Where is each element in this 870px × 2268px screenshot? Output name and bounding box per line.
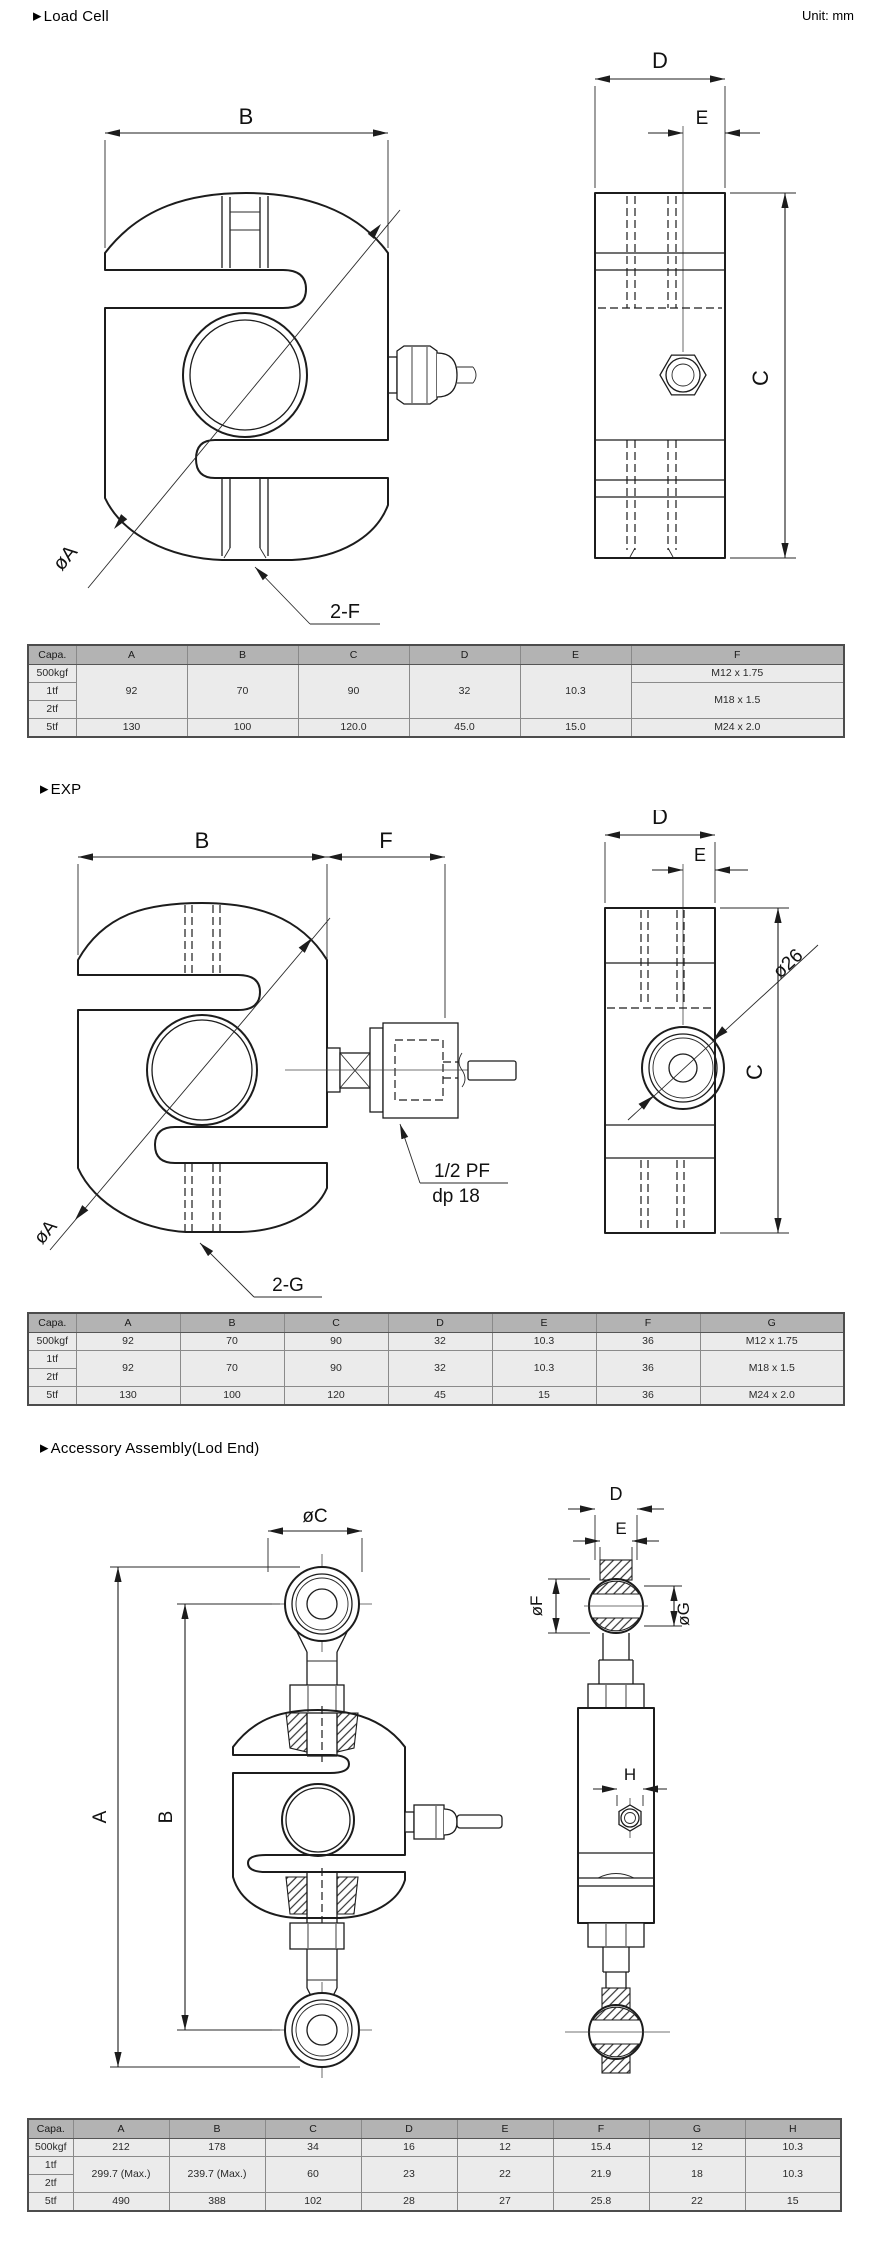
dim-label-d: D bbox=[652, 48, 668, 73]
table-cell: M24 x 2.0 bbox=[700, 1387, 844, 1406]
section-title-text: EXP bbox=[50, 781, 82, 798]
dia-label-a: øA bbox=[48, 541, 83, 576]
table-cell: 102 bbox=[265, 2193, 361, 2212]
exp-drawing bbox=[0, 810, 870, 1308]
table-row bbox=[28, 665, 844, 683]
table-cell: 70 bbox=[180, 1351, 284, 1387]
table-header: C bbox=[298, 645, 409, 665]
dim-label-e: E bbox=[693, 845, 707, 865]
table-header: Capa. bbox=[28, 645, 76, 665]
table-header: F bbox=[631, 645, 844, 665]
table-cell: M24 x 2.0 bbox=[631, 719, 844, 738]
table-cell: 36 bbox=[596, 1351, 700, 1387]
table-header: F bbox=[553, 2119, 649, 2139]
table-header: F bbox=[596, 1313, 700, 1333]
table-header: C bbox=[284, 1313, 388, 1333]
table-cell: 32 bbox=[409, 665, 520, 719]
row-label: 2tf bbox=[28, 1369, 76, 1387]
table-cell: 27 bbox=[457, 2193, 553, 2212]
table-row bbox=[28, 2193, 841, 2212]
table-cell: 10.3 bbox=[745, 2157, 841, 2193]
table-header: A bbox=[73, 2119, 169, 2139]
table-cell: M18 x 1.5 bbox=[700, 1351, 844, 1387]
table-header: C bbox=[265, 2119, 361, 2139]
load-cell-front-view bbox=[49, 104, 476, 624]
table-header: E bbox=[520, 645, 631, 665]
table-row bbox=[28, 1333, 844, 1351]
table-cell: 92 bbox=[76, 1351, 180, 1387]
table-header: Capa. bbox=[28, 1313, 76, 1333]
table-cell: 10.3 bbox=[745, 2139, 841, 2157]
table-cell: M18 x 1.5 bbox=[631, 683, 844, 719]
dim-label-b: B bbox=[156, 1810, 177, 1824]
row-label: 5tf bbox=[28, 2193, 73, 2212]
row-label: 500kgf bbox=[28, 2139, 73, 2157]
leader-label-pf: 1/2 PF bbox=[434, 1161, 490, 1182]
assembly-front-view bbox=[90, 1506, 502, 2078]
dia-label-26: ø26 bbox=[769, 945, 808, 983]
table-cell: 90 bbox=[298, 665, 409, 719]
table-cell: M12 x 1.75 bbox=[700, 1333, 844, 1351]
table-header: B bbox=[169, 2119, 265, 2139]
table-cell: 21.9 bbox=[553, 2157, 649, 2193]
row-label: 5tf bbox=[28, 1387, 76, 1406]
table-cell: 92 bbox=[76, 1333, 180, 1351]
table-header: H bbox=[745, 2119, 841, 2139]
table-cell: 239.7 (Max.) bbox=[169, 2157, 265, 2193]
exp-side-view bbox=[605, 810, 818, 1233]
table-cell: 12 bbox=[457, 2139, 553, 2157]
leader-label-2g: 2-G bbox=[272, 1275, 304, 1296]
table-cell: 25.8 bbox=[553, 2193, 649, 2212]
row-label: 2tf bbox=[28, 701, 76, 719]
accessory-assembly-drawing bbox=[0, 1475, 870, 2115]
table-cell: 130 bbox=[76, 1387, 180, 1406]
table-cell: 212 bbox=[73, 2139, 169, 2157]
table-cell: 10.3 bbox=[492, 1351, 596, 1387]
dia-label-a: øA bbox=[29, 1216, 62, 1249]
section-title-accessory bbox=[40, 1440, 260, 1457]
dim-label-f: F bbox=[379, 828, 393, 853]
load-cell-spec-table bbox=[27, 644, 845, 738]
dim-label-a: A bbox=[90, 1810, 111, 1824]
table-header: B bbox=[180, 1313, 284, 1333]
table-row bbox=[28, 1387, 844, 1406]
table-cell: M12 x 1.75 bbox=[631, 665, 844, 683]
table-cell: 22 bbox=[457, 2157, 553, 2193]
section-bullet-icon: ▶ bbox=[40, 783, 49, 796]
table-header: D bbox=[361, 2119, 457, 2139]
exp-spec-table bbox=[27, 1312, 845, 1406]
table-cell: 15.4 bbox=[553, 2139, 649, 2157]
table-cell: 15 bbox=[745, 2193, 841, 2212]
table-cell: 100 bbox=[187, 719, 298, 738]
table-cell: 36 bbox=[596, 1333, 700, 1351]
table-header: A bbox=[76, 645, 187, 665]
dim-label-e: E bbox=[695, 108, 709, 129]
table-cell: 299.7 (Max.) bbox=[73, 2157, 169, 2193]
row-label: 500kgf bbox=[28, 665, 76, 683]
table-cell: 36 bbox=[596, 1387, 700, 1406]
table-header: D bbox=[388, 1313, 492, 1333]
section-bullet-icon: ▶ bbox=[33, 10, 42, 23]
table-cell: 490 bbox=[73, 2193, 169, 2212]
section-title-load-cell bbox=[33, 8, 109, 25]
table-cell: 388 bbox=[169, 2193, 265, 2212]
dim-label-e: E bbox=[615, 1519, 627, 1538]
table-row bbox=[28, 2157, 841, 2175]
table-header: G bbox=[649, 2119, 745, 2139]
assembly-side-view bbox=[527, 1484, 693, 2073]
table-header-row bbox=[28, 1313, 844, 1333]
table-cell: 15 bbox=[492, 1387, 596, 1406]
table-cell: 10.3 bbox=[492, 1333, 596, 1351]
table-cell: 178 bbox=[169, 2139, 265, 2157]
dia-label-c: øC bbox=[302, 1506, 328, 1527]
table-cell: 16 bbox=[361, 2139, 457, 2157]
table-cell: 45 bbox=[388, 1387, 492, 1406]
table-header-row bbox=[28, 645, 844, 665]
dim-label-b: B bbox=[194, 828, 210, 853]
table-cell: 120.0 bbox=[298, 719, 409, 738]
accessory-spec-table bbox=[27, 2118, 842, 2212]
table-header: Capa. bbox=[28, 2119, 73, 2139]
table-cell: 28 bbox=[361, 2193, 457, 2212]
dim-label-c: C bbox=[742, 1064, 767, 1080]
row-label: 2tf bbox=[28, 2175, 73, 2193]
section-title-text: Accessory Assembly(Lod End) bbox=[50, 1440, 260, 1457]
table-cell: 15.0 bbox=[520, 719, 631, 738]
table-cell: 120 bbox=[284, 1387, 388, 1406]
load-cell-side-view bbox=[595, 48, 796, 558]
table-header: E bbox=[457, 2119, 553, 2139]
table-cell: 10.3 bbox=[520, 665, 631, 719]
table-header: D bbox=[409, 645, 520, 665]
dim-label-h: H bbox=[623, 1765, 637, 1784]
table-cell: 60 bbox=[265, 2157, 361, 2193]
table-cell: 22 bbox=[649, 2193, 745, 2212]
load-cell-drawing bbox=[0, 40, 870, 644]
table-cell: 70 bbox=[180, 1333, 284, 1351]
row-label: 1tf bbox=[28, 2157, 73, 2175]
table-header: B bbox=[187, 645, 298, 665]
row-label: 1tf bbox=[28, 1351, 76, 1369]
exp-front-view bbox=[30, 828, 516, 1297]
table-cell: 100 bbox=[180, 1387, 284, 1406]
table-cell: 70 bbox=[187, 665, 298, 719]
table-cell: 23 bbox=[361, 2157, 457, 2193]
table-header: G bbox=[700, 1313, 844, 1333]
dia-label-f: øF bbox=[527, 1595, 546, 1617]
section-bullet-icon: ▶ bbox=[40, 1442, 49, 1455]
row-label: 500kgf bbox=[28, 1333, 76, 1351]
table-cell: 90 bbox=[284, 1333, 388, 1351]
table-row bbox=[28, 2139, 841, 2157]
dia-label-g: øG bbox=[674, 1602, 693, 1626]
table-cell: 32 bbox=[388, 1333, 492, 1351]
table-cell: 130 bbox=[76, 719, 187, 738]
table-row bbox=[28, 719, 844, 738]
row-label: 5tf bbox=[28, 719, 76, 738]
dim-label-b: B bbox=[238, 104, 254, 129]
section-title-text: Load Cell bbox=[43, 8, 109, 25]
table-header: A bbox=[76, 1313, 180, 1333]
table-header-row bbox=[28, 2119, 841, 2139]
table-cell: 92 bbox=[76, 665, 187, 719]
section-title-exp bbox=[40, 781, 81, 798]
table-header: E bbox=[492, 1313, 596, 1333]
table-cell: 12 bbox=[649, 2139, 745, 2157]
row-label: 1tf bbox=[28, 683, 76, 701]
unit-label: Unit: mm bbox=[802, 8, 854, 23]
dim-label-d: D bbox=[652, 810, 668, 829]
leader-label-dp: dp 18 bbox=[432, 1186, 480, 1207]
dim-label-d: D bbox=[609, 1484, 623, 1504]
table-cell: 90 bbox=[284, 1351, 388, 1387]
table-cell: 32 bbox=[388, 1351, 492, 1387]
leader-label-2f: 2-F bbox=[330, 601, 360, 623]
table-row bbox=[28, 1351, 844, 1369]
table-cell: 18 bbox=[649, 2157, 745, 2193]
table-cell: 34 bbox=[265, 2139, 361, 2157]
dim-label-c: C bbox=[748, 370, 773, 386]
table-cell: 45.0 bbox=[409, 719, 520, 738]
